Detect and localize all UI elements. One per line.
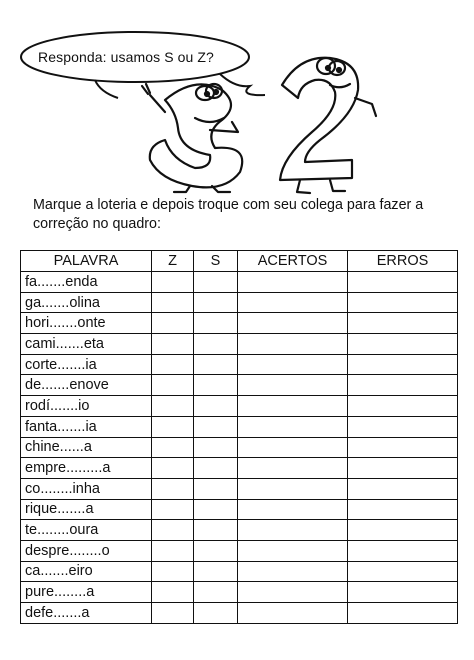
z-cell[interactable] bbox=[152, 520, 194, 541]
acertos-cell[interactable] bbox=[238, 520, 348, 541]
z-cell[interactable] bbox=[152, 561, 194, 582]
erros-cell[interactable] bbox=[348, 540, 458, 561]
table-row bbox=[21, 416, 458, 437]
s-cell[interactable] bbox=[194, 354, 238, 375]
s-and-z-illustration bbox=[0, 0, 474, 200]
word-cell: te........oura bbox=[21, 520, 152, 541]
z-cell[interactable] bbox=[152, 354, 194, 375]
table-row bbox=[21, 603, 458, 624]
erros-cell[interactable] bbox=[348, 458, 458, 479]
acertos-cell[interactable] bbox=[238, 416, 348, 437]
word-cell: de.......enove bbox=[21, 375, 152, 396]
letter-z-character bbox=[280, 58, 376, 193]
word-cell: chine......a bbox=[21, 437, 152, 458]
s-cell[interactable] bbox=[194, 458, 238, 479]
acertos-cell[interactable] bbox=[238, 354, 348, 375]
z-cell[interactable] bbox=[152, 603, 194, 624]
s-cell[interactable] bbox=[194, 437, 238, 458]
acertos-cell[interactable] bbox=[238, 458, 348, 479]
word-cell: cami.......eta bbox=[21, 334, 152, 355]
erros-cell[interactable] bbox=[348, 499, 458, 520]
table-row bbox=[21, 478, 458, 499]
table-row bbox=[21, 272, 458, 293]
erros-cell[interactable] bbox=[348, 416, 458, 437]
s-cell[interactable] bbox=[194, 334, 238, 355]
word-cell: fanta.......ia bbox=[21, 416, 152, 437]
s-cell[interactable] bbox=[194, 375, 238, 396]
s-cell[interactable] bbox=[194, 478, 238, 499]
erros-cell[interactable] bbox=[348, 313, 458, 334]
acertos-cell[interactable] bbox=[238, 313, 348, 334]
z-cell[interactable] bbox=[152, 313, 194, 334]
word-cell: corte.......ia bbox=[21, 354, 152, 375]
acertos-cell[interactable] bbox=[238, 540, 348, 561]
erros-cell[interactable] bbox=[348, 272, 458, 293]
z-cell[interactable] bbox=[152, 582, 194, 603]
erros-cell[interactable] bbox=[348, 396, 458, 417]
z-cell[interactable] bbox=[152, 416, 194, 437]
erros-cell[interactable] bbox=[348, 437, 458, 458]
word-cell: fa.......enda bbox=[21, 272, 152, 293]
table-row bbox=[21, 458, 458, 479]
s-cell[interactable] bbox=[194, 540, 238, 561]
speech-bubble-text: Responda: usamos S ou Z? bbox=[38, 49, 214, 65]
erros-cell[interactable] bbox=[348, 354, 458, 375]
header-palavra: PALAVRA bbox=[21, 251, 152, 272]
s-cell[interactable] bbox=[194, 561, 238, 582]
acertos-cell[interactable] bbox=[238, 437, 348, 458]
acertos-cell[interactable] bbox=[238, 292, 348, 313]
z-cell[interactable] bbox=[152, 334, 194, 355]
z-cell[interactable] bbox=[152, 540, 194, 561]
letter-s-character bbox=[142, 84, 242, 192]
erros-cell[interactable] bbox=[348, 561, 458, 582]
instructions-text: Marque a loteria e depois troque com seu colega para fazer a correção no quadro: bbox=[33, 197, 424, 232]
word-cell: rodí.......io bbox=[21, 396, 152, 417]
table-row bbox=[21, 561, 458, 582]
z-cell[interactable] bbox=[152, 396, 194, 417]
header-erros: ERROS bbox=[348, 251, 458, 272]
answer-table bbox=[20, 250, 458, 624]
s-cell[interactable] bbox=[194, 603, 238, 624]
table-row bbox=[21, 396, 458, 417]
erros-cell[interactable] bbox=[348, 334, 458, 355]
acertos-cell[interactable] bbox=[238, 603, 348, 624]
s-cell[interactable] bbox=[194, 582, 238, 603]
table-header-row bbox=[21, 251, 458, 272]
word-cell: empre.........a bbox=[21, 458, 152, 479]
acertos-cell[interactable] bbox=[238, 478, 348, 499]
acertos-cell[interactable] bbox=[238, 499, 348, 520]
word-cell: despre........o bbox=[21, 540, 152, 561]
z-cell[interactable] bbox=[152, 478, 194, 499]
table-row bbox=[21, 375, 458, 396]
word-cell: ca.......eiro bbox=[21, 561, 152, 582]
acertos-cell[interactable] bbox=[238, 272, 348, 293]
word-cell: co........inha bbox=[21, 478, 152, 499]
erros-cell[interactable] bbox=[348, 292, 458, 313]
erros-cell[interactable] bbox=[348, 520, 458, 541]
table-row bbox=[21, 313, 458, 334]
s-cell[interactable] bbox=[194, 416, 238, 437]
acertos-cell[interactable] bbox=[238, 334, 348, 355]
z-cell[interactable] bbox=[152, 375, 194, 396]
z-cell[interactable] bbox=[152, 272, 194, 293]
table-row bbox=[21, 437, 458, 458]
table-row bbox=[21, 499, 458, 520]
acertos-cell[interactable] bbox=[238, 561, 348, 582]
word-cell: rique.......a bbox=[21, 499, 152, 520]
table-row bbox=[21, 582, 458, 603]
word-cell: ga.......olina bbox=[21, 292, 152, 313]
table-row bbox=[21, 334, 458, 355]
s-cell[interactable] bbox=[194, 272, 238, 293]
s-cell[interactable] bbox=[194, 292, 238, 313]
erros-cell[interactable] bbox=[348, 603, 458, 624]
erros-cell[interactable] bbox=[348, 375, 458, 396]
acertos-cell[interactable] bbox=[238, 396, 348, 417]
s-cell[interactable] bbox=[194, 520, 238, 541]
word-cell: hori.......onte bbox=[21, 313, 152, 334]
word-cell: pure........a bbox=[21, 582, 152, 603]
erros-cell[interactable] bbox=[348, 478, 458, 499]
header-z: Z bbox=[152, 251, 194, 272]
s-cell[interactable] bbox=[194, 313, 238, 334]
z-cell[interactable] bbox=[152, 292, 194, 313]
s-cell[interactable] bbox=[194, 396, 238, 417]
header-acertos: ACERTOS bbox=[238, 251, 348, 272]
acertos-cell[interactable] bbox=[238, 375, 348, 396]
s-cell[interactable] bbox=[194, 499, 238, 520]
erros-cell[interactable] bbox=[348, 582, 458, 603]
acertos-cell[interactable] bbox=[238, 582, 348, 603]
z-cell[interactable] bbox=[152, 458, 194, 479]
z-cell[interactable] bbox=[152, 499, 194, 520]
table-row bbox=[21, 540, 458, 561]
word-cell: defe.......a bbox=[21, 603, 152, 624]
table-row bbox=[21, 520, 458, 541]
table-row bbox=[21, 354, 458, 375]
table-row bbox=[21, 292, 458, 313]
z-cell[interactable] bbox=[152, 437, 194, 458]
header-s: S bbox=[194, 251, 238, 272]
